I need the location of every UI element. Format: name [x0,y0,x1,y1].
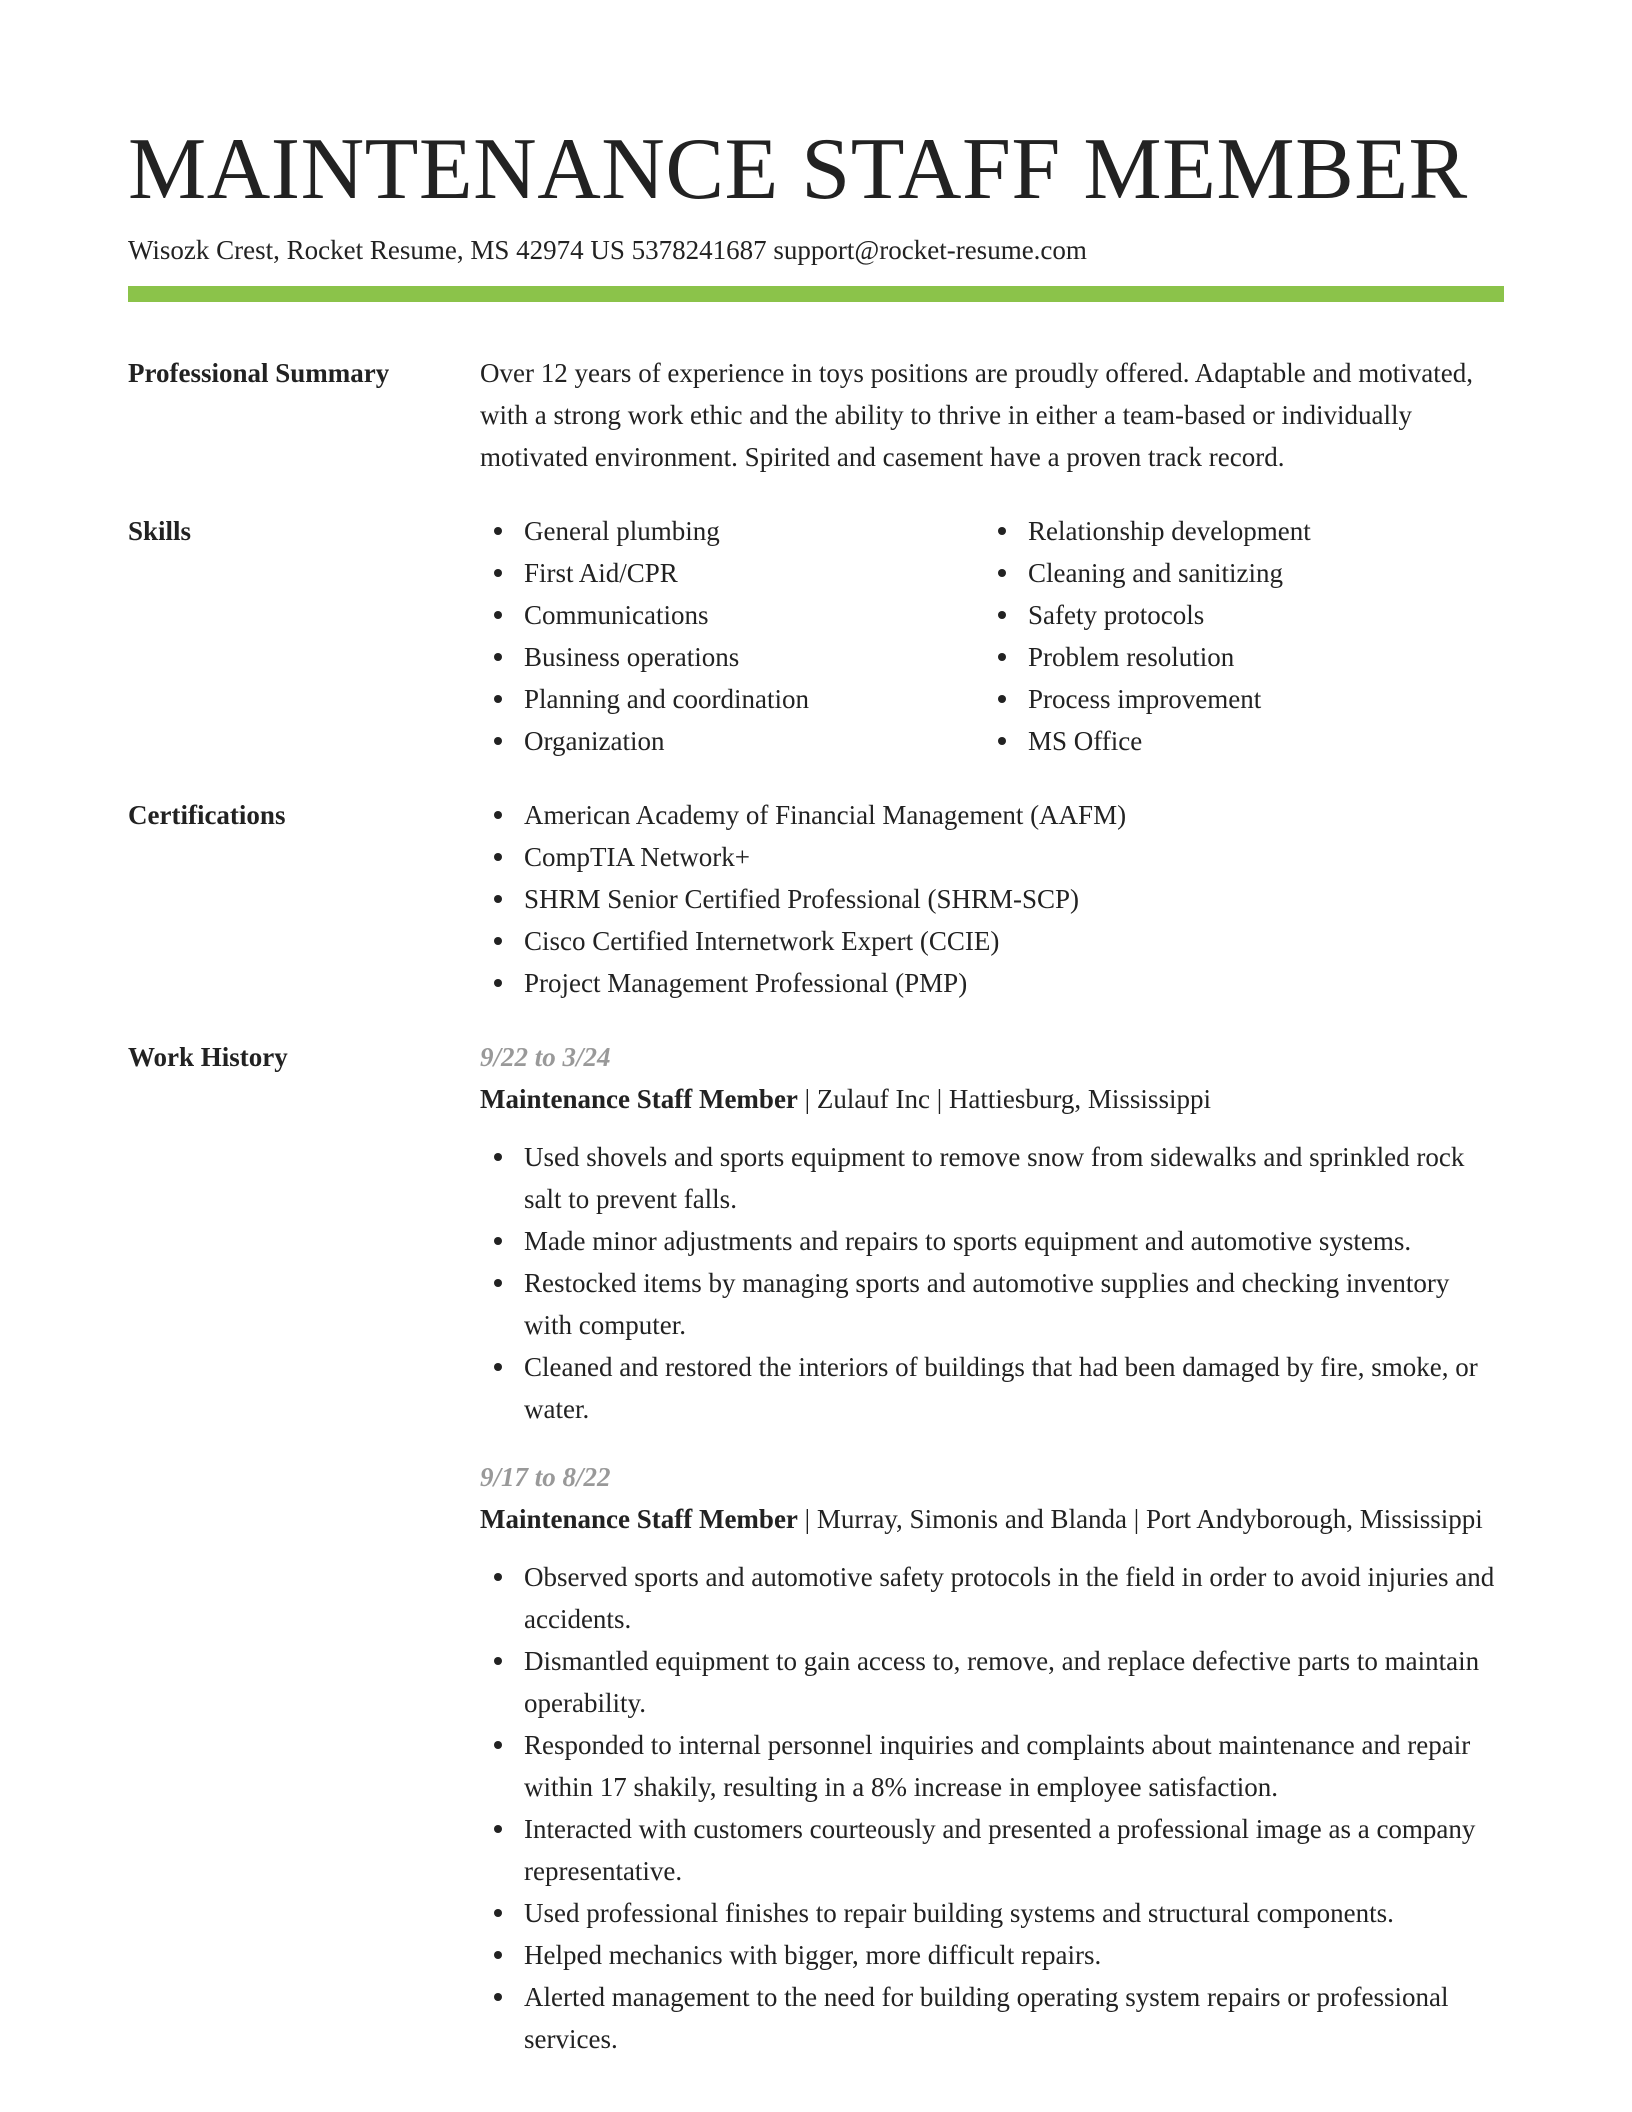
skill-item: Planning and coordination [480,678,984,720]
skill-item: Problem resolution [984,636,1488,678]
certifications-body [480,794,1504,1004]
skill-item: Cleaning and sanitizing [984,552,1488,594]
duty-item: Helped mechanics with bigger, more difficult repairs. [480,1934,1504,1976]
summary-section [128,352,1504,478]
certification-item: SHRM Senior Certified Professional (SHRM-SCP) [480,878,1504,920]
duty-item: Dismantled equipment to gain access to, remove, and replace defective parts to maintain operability. [480,1640,1504,1724]
job-title: Maintenance Staff Member [480,1084,798,1114]
job-entry [480,1456,1504,2060]
summary-text: Over 12 years of experience in toys positions are proudly offered. Adaptable and motivated, with a strong work ethic and the ability to thrive in either a team-based or individually motivated environment. Spirited and casement have a proven track record. [480,358,1473,472]
duty-item: Made minor adjustments and repairs to sports equipment and automotive systems. [480,1220,1504,1262]
job-dates: 9/17 to 8/22 [480,1462,611,1492]
job-duties-list [480,1136,1504,1430]
contact-line: Wisozk Crest, Rocket Resume, MS 42974 US 5378241687 support@rocket-resume.com [128,235,1087,265]
certifications-section [128,794,1504,1004]
skills-section [128,510,1504,762]
job-entry [480,1036,1504,1430]
certification-item: Cisco Certified Internetwork Expert (CCIE) [480,920,1504,962]
skill-item: Business operations [480,636,984,678]
duty-item: Alerted management to the need for building operating system repairs or professional services. [480,1976,1504,2060]
duty-item: Restocked items by managing sports and automotive supplies and checking inventory with computer. [480,1262,1504,1346]
skills-list-right [984,510,1488,762]
certification-item: CompTIA Network+ [480,836,1504,878]
header-divider [128,286,1504,302]
work-history-body [480,1036,1504,2060]
duty-item: Observed sports and automotive safety protocols in the field in order to avoid injuries and accidents. [480,1556,1504,1640]
skill-item: MS Office [984,720,1488,762]
section-label: Professional Summary [128,358,390,388]
job-details: | Murray, Simonis and Blanda | Port Andyborough, Mississippi [797,1504,1483,1534]
job-details: | Zulauf Inc | Hattiesburg, Mississippi [797,1084,1211,1114]
skill-item: Safety protocols [984,594,1488,636]
duty-item: Cleaned and restored the interiors of buildings that had been damaged by fire, smoke, or water. [480,1346,1504,1430]
section-label: Skills [128,516,192,546]
skill-item: Relationship development [984,510,1488,552]
job-heading [480,1078,1504,1120]
certification-item: American Academy of Financial Management (AAFM) [480,794,1504,836]
section-label: Certifications [128,800,286,830]
resume-title: MAINTENANCE STAFF MEMBER [128,121,1468,218]
duty-item: Responded to internal personnel inquiries and complaints about maintenance and repair within 17 shakily, resulting in a 8% increase in employee satisfaction. [480,1724,1504,1808]
job-title: Maintenance Staff Member [480,1504,798,1534]
section-label: Work History [128,1042,288,1072]
skill-item: First Aid/CPR [480,552,984,594]
resume-page [128,118,1504,2060]
certification-item: Project Management Professional (PMP) [480,962,1504,1004]
job-heading [480,1498,1504,1540]
duty-item: Interacted with customers courteously and presented a professional image as a company representative. [480,1808,1504,1892]
work-history-section [128,1036,1504,2060]
skill-item: Organization [480,720,984,762]
job-dates: 9/22 to 3/24 [480,1042,611,1072]
duty-item: Used shovels and sports equipment to remove snow from sidewalks and sprinkled rock salt to prevent falls. [480,1136,1504,1220]
skill-item: General plumbing [480,510,984,552]
certifications-list [480,794,1504,1004]
skill-item: Communications [480,594,984,636]
skill-item: Process improvement [984,678,1488,720]
skills-columns [480,510,1504,762]
skills-list-left [480,510,984,762]
duty-item: Used professional finishes to repair building systems and structural components. [480,1892,1504,1934]
job-duties-list [480,1556,1504,2060]
